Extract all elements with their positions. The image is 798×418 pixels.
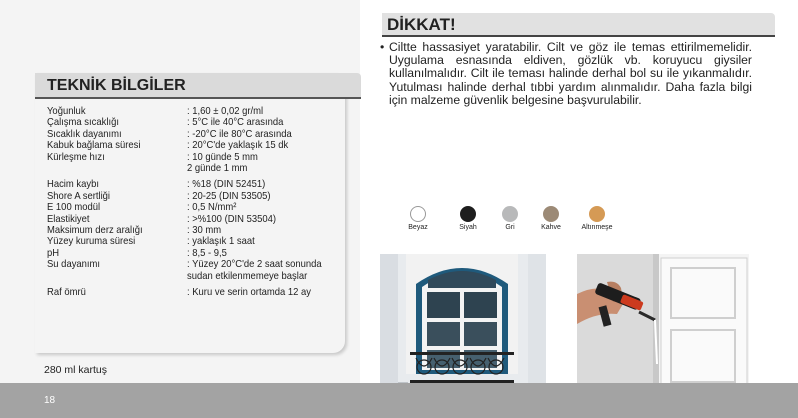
technical-specs-list (47, 106, 347, 299)
swatch-label: Beyaz (408, 224, 428, 231)
spec-value: : Kuru ve serin ortamda 12 ay (187, 286, 311, 299)
swatch-gray (488, 206, 532, 231)
spec-label: Raf ömrü (47, 286, 86, 299)
warning-rule (382, 35, 775, 37)
spec-label: Elastikiyet (47, 212, 90, 225)
technical-specs-rule (35, 97, 361, 99)
spec-value: : yaklaşık 1 saat (187, 235, 255, 248)
door-application-photo (577, 254, 749, 392)
white-swatch-circle (410, 206, 426, 222)
technical-specs-title: TEKNİK BİLGİLER (35, 73, 361, 97)
spec-label: Hacim kaybı (47, 178, 99, 191)
swatch-label: Gri (505, 224, 515, 231)
spec-value: : -20°C ile 80°C arasında (187, 127, 292, 140)
swatch-black (446, 206, 490, 231)
warning-title: DİKKAT! (382, 13, 775, 35)
spec-value: : 20°C'de yaklaşık 15 dk (187, 139, 289, 152)
spec-value: : %18 (DIN 52451) (187, 178, 266, 191)
color-swatches (396, 206, 626, 238)
gray-swatch-circle (502, 206, 518, 222)
swatch-brown (529, 206, 573, 231)
spec-value: : 10 günde 5 mm 2 günde 1 mm (187, 150, 258, 175)
spec-value: : 8,5 - 9,5 (187, 246, 227, 259)
cartridge-size: 280 ml kartuş (44, 364, 108, 376)
spec-value: : Yüzey 20°C'de 2 saat sonunda sudan etkilenmemeye başlar (187, 258, 322, 282)
spec-label: pH (47, 246, 60, 259)
swatch-white (396, 206, 440, 231)
technical-specs-box (35, 73, 345, 353)
spec-label: E 100 modül (47, 201, 101, 214)
golden-oak-swatch-circle (589, 206, 605, 222)
spec-label: Maksimum derz aralığı (47, 224, 143, 237)
spec-value: : 5°C ile 40°C arasında (187, 116, 284, 129)
spec-row-shelf-life (47, 287, 347, 298)
spec-label: Sıcaklık dayanımı (47, 127, 122, 140)
swatch-label: Siyah (459, 224, 477, 231)
spec-row-curing-speed (47, 152, 347, 175)
spec-label: Yoğunluk (47, 105, 86, 117)
sealant-gun-illustration (577, 254, 749, 392)
spec-label: Su dayanımı (47, 258, 101, 271)
spec-value: : 1,60 ± 0,02 gr/ml (187, 105, 264, 117)
spec-label: Yüzey kuruma süresi (47, 235, 136, 248)
spec-value: : 20-25 (DIN 53505) (187, 189, 271, 202)
spec-value: : >%100 (DIN 53504) (187, 212, 277, 225)
window-photo (380, 254, 546, 392)
spec-row-water-resistance (47, 259, 347, 282)
spec-label: Kürleşme hızı (47, 150, 105, 163)
black-swatch-circle (460, 206, 476, 222)
swatch-label: Kahve (541, 224, 561, 231)
spec-value: : 30 mm (187, 224, 222, 237)
spec-value: : 0,5 N/mm² (187, 201, 237, 214)
warning-text: Ciltte hassasiyet yaratabilir. Cilt ve göz ile temas ettirilmemelidir. Uygulama esnasında eldiven, gözlük vb. koruyucu giysiler kullanılmalıdır. Cilt ile teması halinde derhal bol su ile yıkanmalıdır. Yutulması halinde derhal tıbbi yardım alınmalıdır. Daha fazla bilgi için malzeme güvenlik belgesine başvurulabilir. (389, 40, 752, 107)
window-illustration (380, 254, 546, 392)
brown-swatch-circle (543, 206, 559, 222)
spec-label: Kabuk bağlama süresi (47, 139, 141, 152)
footer-bar (0, 383, 798, 418)
bullet-icon: • (380, 40, 385, 54)
swatch-label: Altınmeşe (581, 224, 613, 231)
swatch-golden-oak (575, 206, 619, 231)
spec-label: Çalışma sıcaklığı (47, 116, 119, 129)
page-number: 18 (44, 395, 56, 406)
spec-label: Shore A sertliği (47, 189, 111, 202)
warning-paragraph (380, 41, 752, 107)
